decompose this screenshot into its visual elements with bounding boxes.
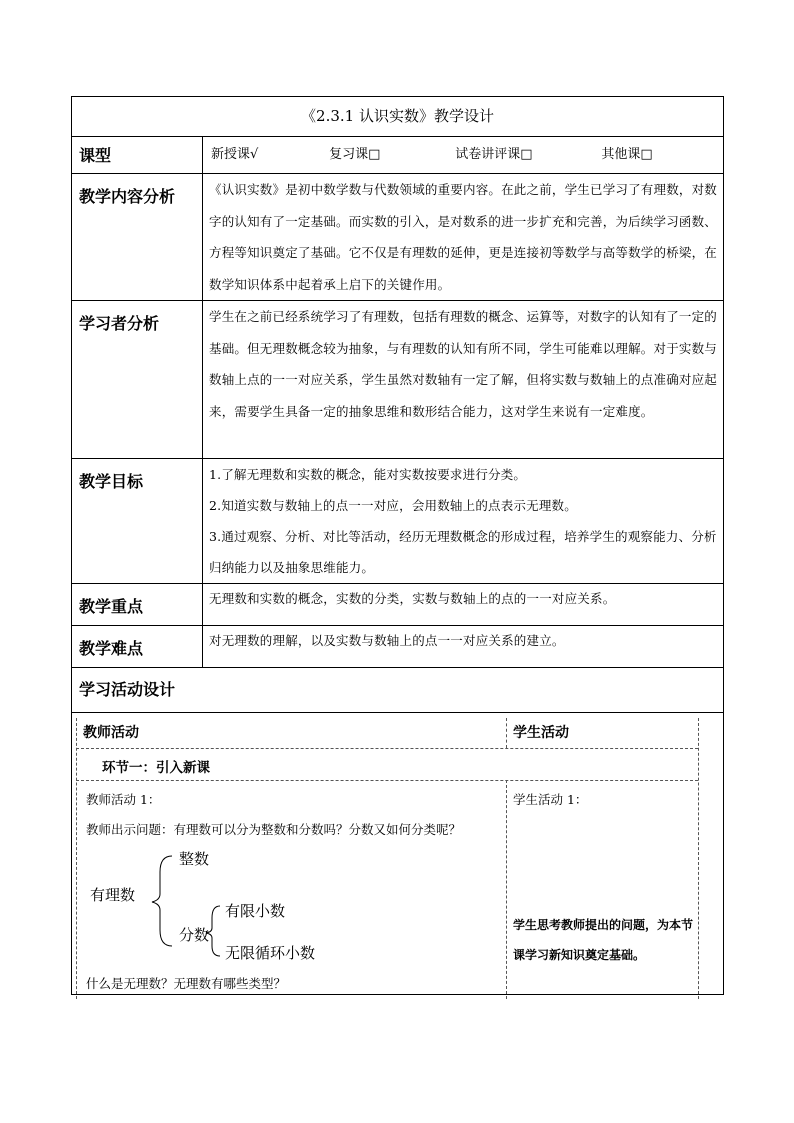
key-points-label: 教学重点	[72, 584, 203, 626]
stage-one-heading: 环节一：引入新课	[102, 760, 210, 776]
content-analysis-text: 《认识实数》是初中数学数与代数领域的重要内容。在此之前，学生已学习了有理数，对数字的认知有了一定基础。而实数的引入，是对数系的进一步扩充和完善，为后续学习函数、方程等知识奠定了基础。它不仅是有理数的延伸，更是连接初等数学与高等数学的桥梁，在数学知识体系中起着承上启下的关键作用。	[203, 174, 724, 301]
learner-analysis-text: 学生在之前已经系统学习了有理数，包括有理数的概念、运算等，对数字的认知有了一定的基础。但无理数概念较为抽象，与有理数的认知有所不同，学生可能难以理解。对于实数与数轴上点的一一对应关系，学生虽然对数轴有一定了解，但将实数与数轴上的点准确对应起来，需要学生具备一定的抽象思维和数形结合能力，这对学生来说有一定难度。	[203, 301, 724, 459]
tree-braces	[146, 848, 226, 958]
tree-integer: 整数	[179, 850, 210, 868]
teacher-activity-title: 教师活动 1：	[86, 792, 161, 807]
tree-infinite: 无限循环小数	[225, 944, 316, 962]
content-analysis-label: 教学内容分析	[72, 174, 203, 301]
learner-analysis-label: 学习者分析	[72, 301, 203, 459]
course-type-exam: 试卷讲评课□	[455, 147, 533, 162]
tree-finite: 有限小数	[225, 902, 286, 920]
objectives-list	[203, 459, 724, 584]
teacher-activity-header: 教师活动	[83, 725, 139, 741]
objective-item: 2.知道实数与数轴上的点一一对应，会用数轴上的点表示无理数。	[209, 498, 577, 513]
teacher-question: 教师出示问题：有理数可以分为整数和分数吗？分数又如何分类呢？	[86, 822, 462, 837]
student-activity-text: 学生思考教师提出的问题，为本节课学习新知识奠定基础。	[513, 918, 694, 962]
difficulties-label: 教学难点	[72, 626, 203, 668]
difficulties-text: 对无理数的理解，以及实数与数轴上的点一一对应关系的建立。	[203, 626, 724, 668]
activity-design-label: 学习活动设计	[72, 668, 724, 713]
key-points-text: 无理数和实数的概念，实数的分类，实数与数轴上的点的一一对应关系。	[203, 584, 724, 626]
course-type-label: 课型	[72, 137, 203, 174]
tree-fraction: 分数	[179, 926, 210, 944]
course-type-options	[203, 137, 724, 174]
page-title: 《2.3.1 认识实数》教学设计	[72, 97, 724, 137]
student-activity-title: 学生活动 1：	[513, 792, 588, 807]
objective-item: 1.了解无理数和实数的概念，能对实数按要求进行分类。	[209, 467, 527, 482]
course-type-new: 新授课√	[211, 147, 259, 162]
student-activity-header: 学生活动	[513, 725, 569, 741]
followup-question: 什么是无理数？无理数有哪些类型？	[86, 976, 287, 991]
course-type-other: 其他课□	[601, 147, 653, 162]
activity-table	[76, 718, 722, 999]
course-type-review: 复习课□	[329, 147, 381, 162]
objective-item: 3.通过观察、分析、对比等活动，经历无理数概念的形成过程，培养学生的观察能力、分析归纳能力以及抽象思维能力。	[209, 529, 717, 575]
tree-root: 有理数	[90, 886, 136, 904]
objectives-label: 教学目标	[72, 459, 203, 584]
